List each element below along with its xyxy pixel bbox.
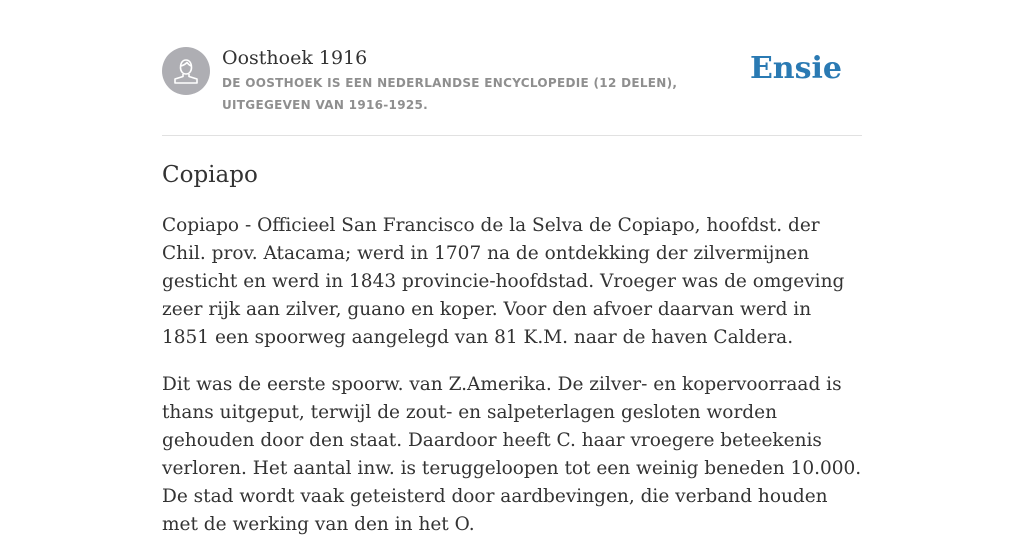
source-description: DE OOSTHOEK IS EEN NEDERLANDSE ENCYCLOPEDIE (12 DELEN), UITGEGEVEN VAN 1916-1925. — [222, 76, 678, 112]
article-paragraph: Dit was de eerste spoorw. van Z.Amerika. De zilver- en kopervoorraad is thans uitgeput, terwijl de zout- en salpeterlagen gesloten worden gehouden door den staat. Daardoor heeft C. haar vroegere beteekenis verloren. Het aantal inw. is teruggeloopen tot een weinig beneden 10.000. De stad wordt vaak geteisterd door aardbevingen, die verband houden met de werking van den in het O. — [162, 374, 862, 535]
article-paragraph: Copiapo - Officieel San Francisco de la Selva de Copiapo, hoofdst. der Chil. prov. Atacama; werd in 1707 na de ontdekking der zilvermijnen gesticht en werd in 1843 provincie-hoofdstad. Vroeger was de omgeving zeer rijk aan zilver, guano en koper. Voor den afvoer daarvan werd in 1851 een spoorweg aangelegd van 81 K.M. naar de haven Caldera. — [162, 215, 845, 348]
ensie-logo[interactable]: Ensie — [749, 51, 842, 86]
source-header — [162, 44, 862, 116]
user-icon — [162, 47, 210, 95]
article-title: Copiapo — [162, 162, 258, 188]
article-body — [162, 212, 862, 558]
header-divider — [162, 135, 862, 136]
source-avatar[interactable] — [162, 47, 210, 95]
source-title[interactable]: Oosthoek 1916 — [222, 47, 368, 69]
